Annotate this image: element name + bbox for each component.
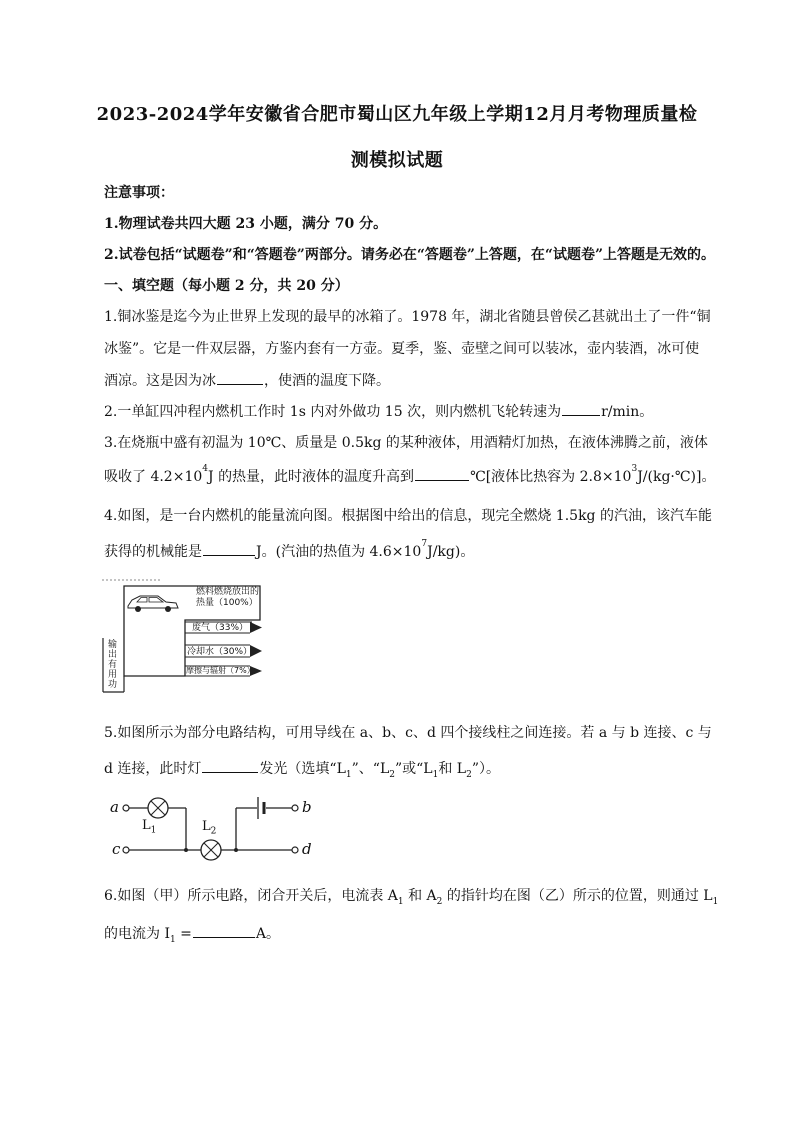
q5-sub: 1 <box>345 769 352 780</box>
terminal-a <box>123 805 129 811</box>
q6-sub: 1 <box>712 896 719 907</box>
q3-text-b: J 的热量，此时液体的温度升高到 <box>208 469 415 485</box>
q3-line-1: 3.在烧瓶中盛有初温为 10℃、质量是 0.5kg 的某种液体，用酒精灯加热，在液体沸腾之前，液体 <box>104 435 708 451</box>
output-work-label <box>108 640 118 690</box>
output-char: 用 <box>108 670 118 680</box>
l1-sub: 1 <box>150 825 157 836</box>
q3-answer-blank[interactable] <box>415 467 469 481</box>
q5-sub: 2 <box>389 769 395 780</box>
q2-answer-blank[interactable] <box>562 402 600 416</box>
terminal-c <box>123 847 129 853</box>
q1-line-2: 冰鉴”。它是一件双层器，方鉴内套有一方壶。夏季，鉴、壶壁之间可以装冰，壶内装酒，冰可使 <box>104 341 700 357</box>
l2-letter: L <box>202 819 211 834</box>
terminal-b <box>292 805 298 811</box>
q4-text-b: J。(汽油的热值为 4.6×10 <box>256 544 422 560</box>
label-a: a <box>110 798 119 816</box>
q4-text-a: 获得的机械能是 <box>104 544 202 560</box>
q6-text-c: 的指针均在图（乙）所示的位置，则通过 L <box>442 888 713 904</box>
circuit-figure <box>110 792 325 864</box>
q5-line-1: 5.如图所示为部分电路结构，可用导线在 a、b、c、d 四个接线柱之间连接。若 a 与 b 连接、c 与 <box>104 725 712 741</box>
q5-text-f: ”）。 <box>471 761 500 777</box>
battery-icon <box>258 797 264 819</box>
q1-line-3 <box>104 370 704 390</box>
q6-line-2 <box>104 923 704 945</box>
l2-sub: 2 <box>210 826 217 837</box>
q5-text-b: 发光（选填“L <box>259 761 346 777</box>
q4-exp: 7 <box>421 539 428 549</box>
lamp-l2-icon <box>201 840 221 860</box>
label-l1 <box>142 818 156 836</box>
notice-item-2: 2.试卷包括“试题卷”和“答题卷”两部分。请务必在“答题卷”上答题，在“试题卷”上答题是无效的。 <box>104 247 716 263</box>
heat-label-line2: 热量（100%） <box>196 598 258 608</box>
friction-label: 摩擦与辐射（7%） <box>186 666 255 675</box>
section-heading: 一、填空题（每小题 2 分，共 20 分） <box>104 278 349 294</box>
q1-answer-blank[interactable] <box>217 371 263 385</box>
notice-item-1: 1.物理试卷共四大题 23 小题，满分 70 分。 <box>104 216 388 232</box>
car-icon <box>128 596 178 612</box>
q3-exp-1: 4 <box>202 464 208 474</box>
label-c: c <box>112 840 121 858</box>
q6-line-1 <box>104 885 719 907</box>
output-char: 有 <box>108 660 118 670</box>
exam-title-line1: 2023-2024学年安徽省合肥市蜀山区九年级上学期12月月考物理质量检 <box>96 104 698 125</box>
q3-exp-2: 3 <box>631 464 638 474</box>
q6-text-e: = <box>175 926 192 942</box>
energy-flow-figure <box>100 578 275 703</box>
q1-text-b: ，使酒的温度下降。 <box>264 373 390 389</box>
q3-text-c: ℃[液体比热容为 2.8×10 <box>470 469 632 485</box>
q6-sub: 1 <box>397 896 404 907</box>
q4-answer-blank[interactable] <box>203 542 255 556</box>
q6-text-d: 的电流为 I <box>104 926 170 942</box>
q1-line-1: 1.铜冰鉴是迄今为止世界上发现的最早的冰箱了。1978 年，湖北省随县曾侯乙甚就出土了一件“铜 <box>104 309 711 325</box>
q5-text-a: d 连接，此时灯 <box>104 761 202 777</box>
q5-sub: 1 <box>432 769 439 780</box>
terminal-d <box>292 847 298 853</box>
q6-text-b: 和 A <box>403 888 437 904</box>
q6-sub: 1 <box>169 934 176 945</box>
lamp-l1-icon <box>148 798 168 818</box>
notice-heading: 注意事项： <box>104 185 174 201</box>
exam-title-line2: 测模拟试题 <box>350 150 444 171</box>
heat-box-label <box>196 587 259 609</box>
q3-text-a: 吸收了 4.2×10 <box>104 469 203 485</box>
q6-text-f: A。 <box>255 926 281 942</box>
q6-sub: 2 <box>436 896 443 907</box>
q5-line-2 <box>104 758 704 780</box>
q5-text-e: 和 L <box>438 761 467 777</box>
label-b: b <box>302 798 312 816</box>
q1-text-a: 酒凉。这是因为冰 <box>104 373 216 389</box>
label-d: d <box>302 840 312 858</box>
q6-text-a: 6.如图（甲）所示电路，闭合开关后，电流表 A <box>104 888 398 904</box>
output-char: 功 <box>108 680 118 690</box>
q5-text-d: ”或“L <box>394 761 433 777</box>
exhaust-label: 废气（33%） <box>192 623 249 633</box>
q3-line-2 <box>104 464 716 486</box>
q4-line-1: 4.如图，是一台内燃机的能量流向图。根据图中给出的信息，现完全燃烧 1.5kg 的汽油，该汽车能 <box>104 508 712 524</box>
q3-text-d: J/(kg·℃)]。 <box>637 469 716 485</box>
q5-text-c: ”、“L <box>351 761 390 777</box>
q2-text-b: r/min。 <box>601 404 654 420</box>
q2-text-a: 2.一单缸四冲程内燃机工作时 1s 内对外做功 15 次，则内燃机飞轮转速为 <box>104 404 562 420</box>
label-l2 <box>202 819 216 837</box>
q6-answer-blank[interactable] <box>193 924 255 938</box>
q4-text-c: J/kg)。 <box>427 544 475 560</box>
output-char: 出 <box>108 650 118 660</box>
output-char: 输 <box>108 640 118 650</box>
l1-letter: L <box>142 818 151 833</box>
cooling-label: 冷却水（30%） <box>187 647 253 657</box>
q2-line <box>104 401 704 421</box>
heat-label-line1: 燃料燃烧放出的 <box>196 587 260 597</box>
q4-line-2 <box>104 541 704 561</box>
q5-answer-blank[interactable] <box>202 759 258 773</box>
q5-sub: 2 <box>466 769 472 780</box>
